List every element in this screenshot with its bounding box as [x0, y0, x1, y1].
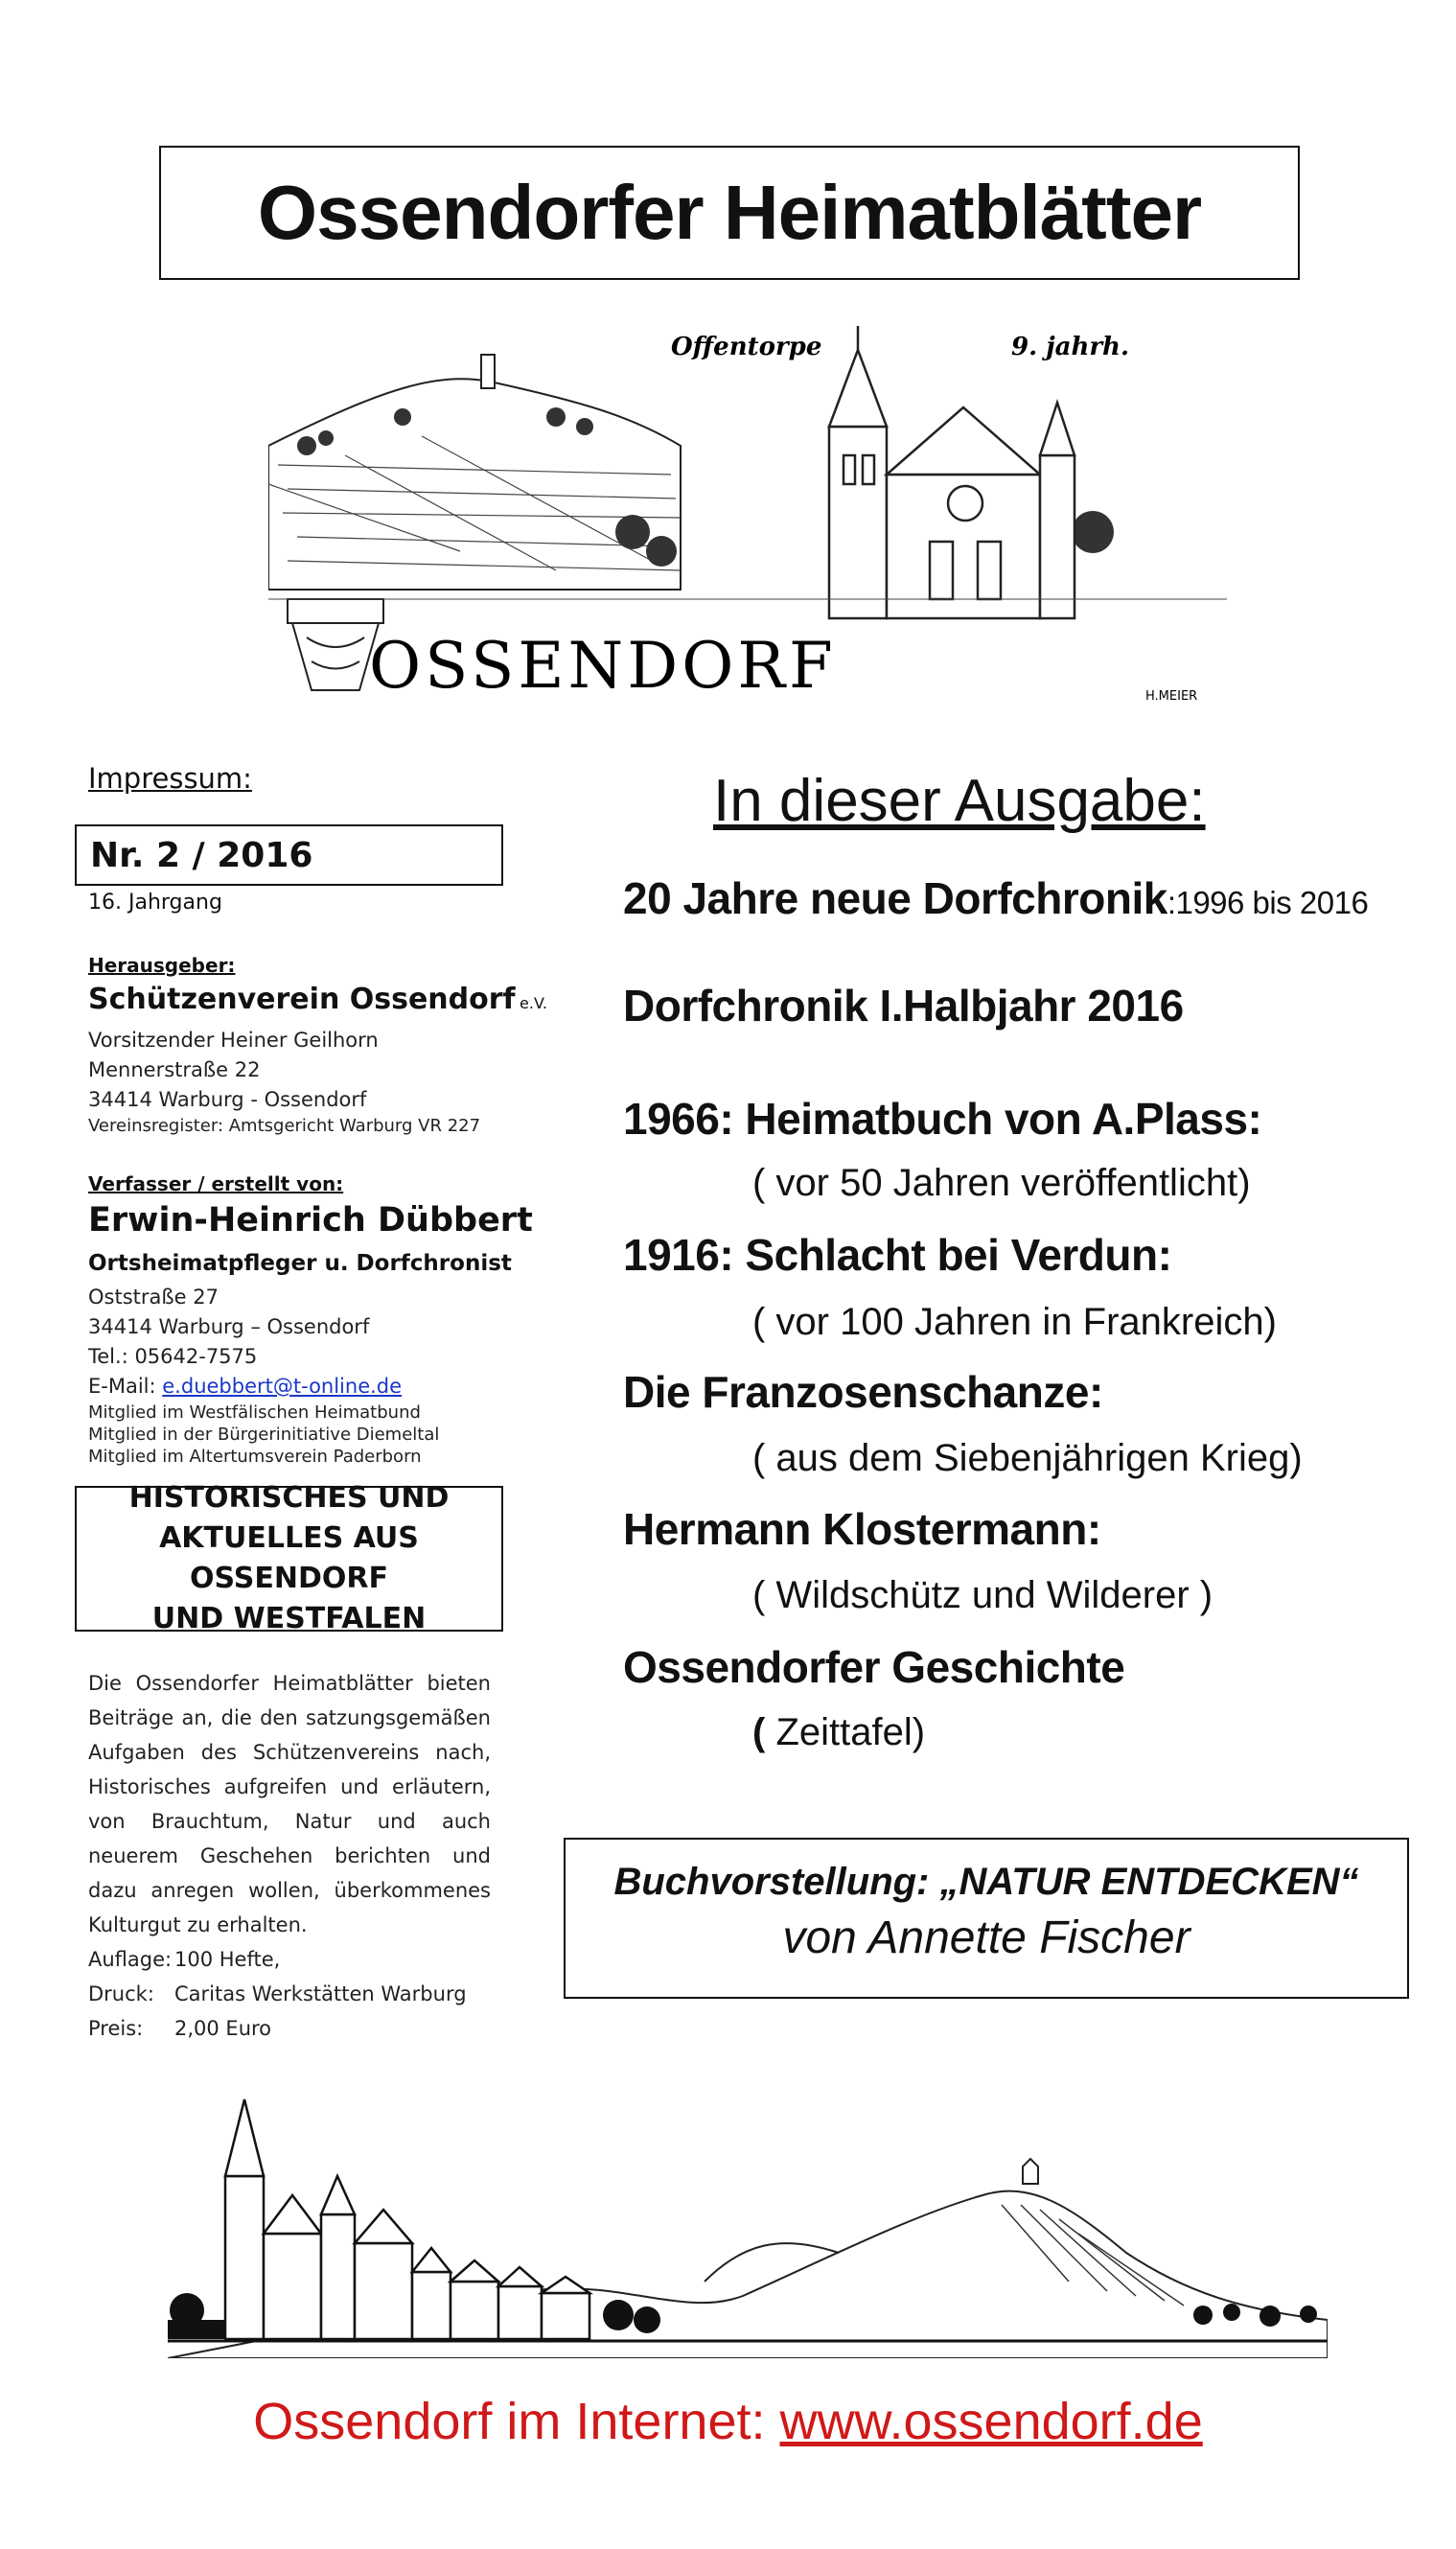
fact-row	[88, 1977, 491, 2011]
email-line	[88, 1372, 439, 1402]
contents-item-sub-paren: (	[752, 1711, 766, 1753]
volume-label: 16. Jahrgang	[88, 891, 222, 915]
fact-key: Druck:	[88, 1982, 154, 2005]
fact-row	[88, 2011, 491, 2046]
author-line: Oststraße 27	[88, 1286, 219, 1309]
contents-item-title: 1916: Schlacht bei Verdun:	[623, 1230, 1172, 1280]
impressum-label: Impressum:	[88, 762, 252, 795]
issue-number: Nr. 2 / 2016	[90, 835, 313, 875]
author-address	[88, 1283, 439, 1468]
contents-heading: In dieser Ausgabe:	[713, 768, 1206, 834]
page-title: Ossendorfer Heimatblätter	[257, 170, 1202, 255]
contents-item-title: 1966: Heimatbuch von A.Plass:	[623, 1094, 1262, 1144]
author-line: Tel.: 05642-7575	[88, 1345, 258, 1368]
fact-value: Caritas Werkstätten Warburg	[174, 1982, 467, 2005]
description-block	[88, 1666, 491, 2046]
fact-value: 2,00 Euro	[174, 2017, 272, 2040]
contents-item	[623, 1093, 1261, 1145]
publisher-name: Schützenverein Ossendorf	[88, 983, 516, 1016]
membership-line: Mitglied im Altertumsverein Paderborn	[88, 1447, 422, 1467]
contents-item-sub-text: Zeittafel)	[765, 1711, 926, 1753]
publisher-line: Mennerstraße 22	[88, 1058, 261, 1081]
membership-line: Mitglied in der Bürgerinitiative Diemeltal	[88, 1425, 440, 1445]
contents-item	[623, 980, 1184, 1031]
contents-item-sub: ( aus dem Siebenjährigen Krieg)	[752, 1437, 1303, 1479]
author-role: Ortsheimatpfleger u. Dorfchronist	[88, 1251, 512, 1276]
book-title: Buchvorstellung: „NATUR ENTDECKEN“	[613, 1861, 1359, 1903]
fact-key: Auflage:	[88, 1948, 173, 1971]
website-link[interactable]: www.ossendorf.de	[779, 2393, 1203, 2450]
register-line: Vereinsregister: Amtsgericht Warburg VR 227	[88, 1116, 481, 1136]
contents-item	[623, 1366, 1103, 1418]
contents-item	[623, 1503, 1101, 1555]
header-artist: H.MEIER	[1145, 689, 1198, 704]
header-caption-left: Offentorpe	[671, 333, 822, 361]
publisher-address	[88, 1026, 480, 1137]
publisher-line: 34414 Warburg - Ossendorf	[88, 1088, 367, 1111]
contents-item-title: Die Franzosenschanze:	[623, 1367, 1103, 1417]
contents-item	[623, 1229, 1171, 1281]
author-line: 34414 Warburg – Ossendorf	[88, 1315, 370, 1338]
historical-line: UND WESTFALEN	[151, 1602, 427, 1635]
fact-key: Preis:	[88, 2017, 144, 2040]
contents-item-sub: ( vor 50 Jahren veröffentlicht)	[752, 1162, 1251, 1204]
historical-box	[75, 1481, 503, 1635]
publisher-block	[88, 983, 547, 1016]
fact-row	[88, 1942, 491, 1977]
membership-line: Mitglied im Westfälischen Heimatbund	[88, 1402, 421, 1423]
fact-value: 100 Hefte,	[174, 1948, 281, 1971]
email-label: E-Mail:	[88, 1375, 156, 1398]
contents-item-title: Ossendorfer Geschichte	[623, 1642, 1125, 1692]
contents-item-title: Hermann Klostermann:	[623, 1504, 1101, 1554]
contents-item	[623, 1641, 1124, 1693]
contents-item-sub: ( Wildschütz und Wilderer )	[752, 1574, 1213, 1616]
book-box	[564, 1838, 1409, 1999]
contents-item	[623, 872, 1368, 924]
historical-line: HISTORISCHES UND	[128, 1481, 450, 1515]
contents-item-sub	[752, 1711, 925, 1754]
book-author: von Annette Fischer	[782, 1912, 1190, 1963]
description-text: Die Ossendorfer Heimatblätter bieten Beiträge an, die den satzungsgemäßen Aufgaben des Schützenvereins nach, Historisches aufgreifen und erläutern, von Brauchtum, Natur und auch neuerem Geschehen berichten und dazu anregen wollen, überkommenes Kulturgut zu erhalten.	[88, 1672, 491, 1936]
contents-item-title: Dorfchronik I.Halbjahr 2016	[623, 981, 1184, 1031]
publisher-line: Vorsitzender Heiner Geilhorn	[88, 1029, 379, 1052]
header-village-word: OSSENDORF	[369, 629, 837, 703]
author-label: Verfasser / erstellt von:	[88, 1172, 344, 1195]
header-caption-right: 9. jahrh.	[1011, 333, 1130, 361]
author-name: Erwin-Heinrich Dübbert	[88, 1201, 533, 1240]
contents-item-sub: ( vor 100 Jahren in Frankreich)	[752, 1301, 1277, 1343]
email-link[interactable]: e.duebbert@t-online.de	[162, 1375, 403, 1398]
contents-item-suffix: :1996 bis 2016	[1167, 885, 1369, 920]
internet-label: Ossendorf im Internet:	[253, 2393, 780, 2450]
historical-line: AKTUELLES AUS OSSENDORF	[159, 1521, 419, 1595]
publisher-label: Herausgeber:	[88, 954, 236, 977]
footer-illustration	[168, 2090, 1328, 2358]
header-illustration	[268, 312, 1227, 705]
title-box	[159, 146, 1300, 280]
issue-box	[75, 824, 503, 886]
internet-line	[0, 2392, 1456, 2451]
publisher-suffix: e.V.	[520, 994, 547, 1012]
contents-item-title: 20 Jahre neue Dorfchronik	[623, 873, 1167, 923]
